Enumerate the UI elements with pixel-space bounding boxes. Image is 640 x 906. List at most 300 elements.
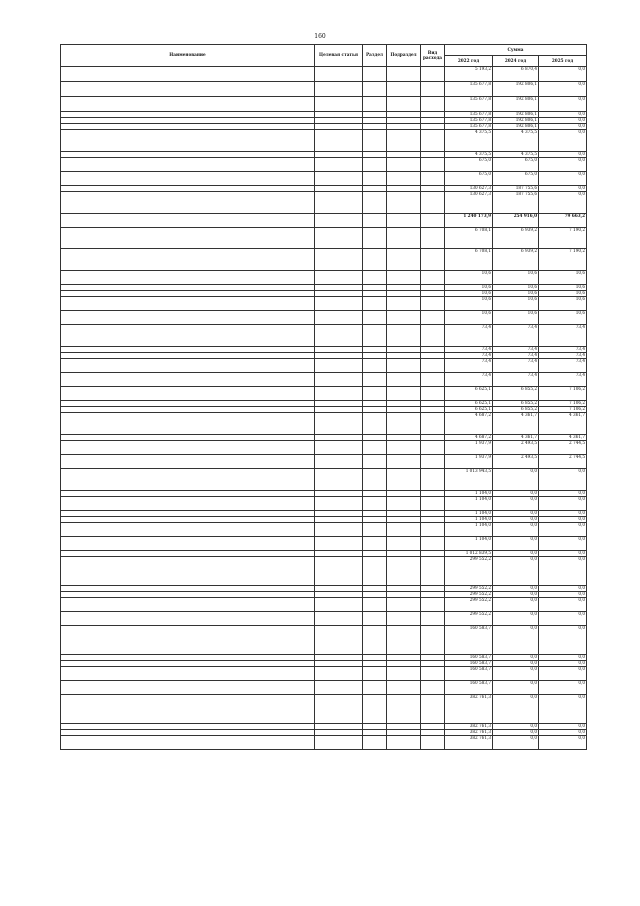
row-subsection (387, 214, 421, 228)
row-amount-2024: 192 806,1 (493, 118, 539, 124)
row-name (61, 228, 315, 249)
row-target-article (315, 297, 363, 311)
row-amount-2024: 10,6 (493, 311, 539, 325)
row-amount-2024: 10,6 (493, 291, 539, 297)
row-amount-2024: 187 755,6 (493, 192, 539, 214)
row-amount-2025: 0,0 (539, 557, 587, 586)
row-expense-type (421, 192, 445, 214)
row-amount-2022: 4 375,5 (445, 152, 493, 158)
row-amount-2022: 1 937,9 (445, 441, 493, 455)
row-target-article (315, 97, 363, 112)
row-amount-2024: 6 855,2 (493, 387, 539, 401)
row-amount-2024: 0,0 (493, 592, 539, 598)
row-amount-2025: 73,4 (539, 373, 587, 387)
row-name (61, 469, 315, 491)
row-target-article (315, 82, 363, 97)
row-amount-2025: 0,0 (539, 551, 587, 557)
row-amount-2024: 0,0 (493, 551, 539, 557)
row-section (363, 359, 387, 373)
row-amount-2024: 0,0 (493, 626, 539, 655)
row-amount-2022: 73,4 (445, 353, 493, 359)
row-amount-2022: 6 708,1 (445, 228, 493, 249)
row-section (363, 736, 387, 750)
row-section (363, 681, 387, 695)
row-amount-2022: 130 627,3 (445, 186, 493, 192)
row-amount-2025: 0,0 (539, 681, 587, 695)
row-expense-type (421, 612, 445, 626)
table-row (61, 469, 587, 491)
row-target-article (315, 598, 363, 612)
row-name (61, 172, 315, 186)
table-row (61, 667, 587, 681)
table-row (61, 523, 587, 537)
row-target-article (315, 67, 363, 82)
table-row (61, 387, 587, 401)
page-number: 160 (314, 33, 326, 40)
row-amount-2025: 7 190,2 (539, 249, 587, 271)
row-expense-type (421, 373, 445, 387)
row-expense-type (421, 359, 445, 373)
row-name (61, 598, 315, 612)
row-expense-type (421, 455, 445, 469)
row-amount-2022: 10,6 (445, 271, 493, 285)
row-subsection (387, 311, 421, 325)
row-target-article (315, 249, 363, 271)
row-name (61, 557, 315, 586)
row-section (363, 228, 387, 249)
row-expense-type (421, 681, 445, 695)
row-amount-2022: 299 552,2 (445, 586, 493, 592)
row-amount-2025: 0,0 (539, 172, 587, 186)
row-amount-2025: 7 106,2 (539, 387, 587, 401)
row-amount-2025: 0,0 (539, 469, 587, 491)
table-row (61, 228, 587, 249)
row-target-article (315, 271, 363, 285)
row-expense-type (421, 97, 445, 112)
row-amount-2022: 160 583,7 (445, 655, 493, 661)
row-amount-2025: 4 361,7 (539, 413, 587, 435)
row-amount-2024: 0,0 (493, 557, 539, 586)
row-amount-2024: 0,0 (493, 681, 539, 695)
table-row (61, 626, 587, 655)
row-amount-2025: 2 744,5 (539, 441, 587, 455)
row-target-article (315, 557, 363, 586)
row-amount-2024: 73,4 (493, 373, 539, 387)
row-amount-2025: 0,0 (539, 67, 587, 82)
row-amount-2025: 0,0 (539, 97, 587, 112)
row-amount-2024: 0,0 (493, 511, 539, 517)
row-expense-type (421, 557, 445, 586)
table-row (61, 413, 587, 435)
header-target-article: Целевая статья (315, 45, 363, 67)
row-expense-type (421, 130, 445, 152)
row-amount-2022: 135 677,8 (445, 82, 493, 97)
row-name (61, 158, 315, 172)
row-amount-2025: 0,0 (539, 523, 587, 537)
row-subsection (387, 130, 421, 152)
row-section (363, 158, 387, 172)
row-expense-type (421, 158, 445, 172)
row-section (363, 297, 387, 311)
row-amount-2024: 2 493,5 (493, 455, 539, 469)
row-subsection (387, 695, 421, 724)
row-amount-2025: 0,0 (539, 730, 587, 736)
row-amount-2022: 6 625,1 (445, 387, 493, 401)
row-amount-2022: 1 104,0 (445, 517, 493, 523)
row-section (363, 667, 387, 681)
row-expense-type (421, 297, 445, 311)
row-target-article (315, 612, 363, 626)
table-row (61, 67, 587, 82)
row-section (363, 469, 387, 491)
row-section (363, 455, 387, 469)
row-name (61, 325, 315, 347)
row-amount-2024: 10,6 (493, 297, 539, 311)
row-subsection (387, 441, 421, 455)
row-amount-2022: 382 761,3 (445, 724, 493, 730)
row-name (61, 373, 315, 387)
row-target-article (315, 497, 363, 511)
row-section (363, 130, 387, 152)
table-row (61, 271, 587, 285)
row-amount-2024: 0,0 (493, 497, 539, 511)
row-target-article (315, 158, 363, 172)
row-section (363, 441, 387, 455)
row-amount-2022: 160 583,7 (445, 667, 493, 681)
row-name (61, 695, 315, 724)
row-amount-2025: 0,0 (539, 517, 587, 523)
row-amount-2025: 0,0 (539, 598, 587, 612)
table-row (61, 325, 587, 347)
row-target-article (315, 736, 363, 750)
row-target-article (315, 667, 363, 681)
row-section (363, 192, 387, 214)
table-row (61, 82, 587, 97)
row-section (363, 373, 387, 387)
row-amount-2025: 0,0 (539, 661, 587, 667)
row-amount-2022: 73,4 (445, 347, 493, 353)
row-expense-type (421, 67, 445, 82)
row-subsection (387, 82, 421, 97)
row-amount-2025: 0,0 (539, 626, 587, 655)
row-amount-2022: 299 552,2 (445, 592, 493, 598)
row-subsection (387, 359, 421, 373)
row-amount-2022: 299 552,2 (445, 598, 493, 612)
table-row (61, 359, 587, 373)
row-name (61, 311, 315, 325)
row-subsection (387, 325, 421, 347)
row-amount-2022: 382 761,3 (445, 730, 493, 736)
row-amount-2025: 7 190,2 (539, 228, 587, 249)
row-amount-2024: 0,0 (493, 586, 539, 592)
row-name (61, 297, 315, 311)
row-amount-2024: 192 806,1 (493, 97, 539, 112)
row-amount-2022: 5 193,2 (445, 67, 493, 82)
table-row (61, 130, 587, 152)
row-name (61, 626, 315, 655)
row-amount-2024: 0,0 (493, 612, 539, 626)
row-amount-2022: 382 761,3 (445, 736, 493, 750)
row-amount-2025: 0,0 (539, 491, 587, 497)
row-name (61, 67, 315, 82)
row-subsection (387, 681, 421, 695)
row-expense-type (421, 626, 445, 655)
row-amount-2024: 0,0 (493, 695, 539, 724)
row-name (61, 249, 315, 271)
row-subsection (387, 387, 421, 401)
row-section (363, 172, 387, 186)
row-expense-type (421, 736, 445, 750)
row-subsection (387, 598, 421, 612)
row-amount-2024: 6 939,2 (493, 228, 539, 249)
row-section (363, 387, 387, 401)
row-amount-2022: 1 104,0 (445, 491, 493, 497)
table-row (61, 612, 587, 626)
row-expense-type (421, 325, 445, 347)
table-row (61, 373, 587, 387)
row-amount-2022: 6 625,1 (445, 401, 493, 407)
row-amount-2022: 1 104,0 (445, 523, 493, 537)
row-name (61, 681, 315, 695)
row-amount-2024: 192 806,1 (493, 82, 539, 97)
row-name (61, 667, 315, 681)
row-name (61, 192, 315, 214)
row-amount-2022: 4 687,2 (445, 435, 493, 441)
header-sum: Сумма (445, 45, 587, 56)
row-subsection (387, 537, 421, 551)
row-amount-2022: 10,6 (445, 311, 493, 325)
row-amount-2025: 73,4 (539, 359, 587, 373)
row-section (363, 413, 387, 435)
row-amount-2024: 73,4 (493, 359, 539, 373)
row-name (61, 130, 315, 152)
row-name (61, 497, 315, 511)
row-subsection (387, 469, 421, 491)
row-amount-2024: 10,6 (493, 285, 539, 291)
row-amount-2024: 73,4 (493, 347, 539, 353)
row-name (61, 387, 315, 401)
row-amount-2022: 382 761,3 (445, 695, 493, 724)
row-expense-type (421, 249, 445, 271)
row-amount-2022: 160 583,7 (445, 661, 493, 667)
row-subsection (387, 249, 421, 271)
row-amount-2022: 130 627,3 (445, 192, 493, 214)
row-amount-2022: 675,0 (445, 158, 493, 172)
table-row (61, 297, 587, 311)
row-target-article (315, 192, 363, 214)
row-amount-2025: 0,0 (539, 186, 587, 192)
row-amount-2025: 0,0 (539, 118, 587, 124)
row-amount-2022: 1 240 173,9 (445, 214, 493, 228)
row-amount-2024: 0,0 (493, 730, 539, 736)
row-amount-2025: 10,6 (539, 311, 587, 325)
row-expense-type (421, 172, 445, 186)
row-amount-2024: 0,0 (493, 724, 539, 730)
table-row (61, 557, 587, 586)
row-name (61, 736, 315, 750)
header-year-2024: 2024 год (493, 56, 539, 67)
row-subsection (387, 67, 421, 82)
row-expense-type (421, 82, 445, 97)
row-amount-2022: 73,4 (445, 359, 493, 373)
row-target-article (315, 387, 363, 401)
row-section (363, 695, 387, 724)
row-amount-2024: 0,0 (493, 655, 539, 661)
row-subsection (387, 413, 421, 435)
row-amount-2024: 0,0 (493, 517, 539, 523)
row-target-article (315, 413, 363, 435)
row-name (61, 271, 315, 285)
header-expense-type: Вид расхода (421, 45, 445, 67)
row-expense-type (421, 523, 445, 537)
row-subsection (387, 271, 421, 285)
row-amount-2024: 254 916,0 (493, 214, 539, 228)
row-amount-2024: 0,0 (493, 469, 539, 491)
row-amount-2022: 135 677,8 (445, 97, 493, 112)
row-amount-2025: 0,0 (539, 152, 587, 158)
row-name (61, 214, 315, 228)
row-expense-type (421, 228, 445, 249)
row-subsection (387, 297, 421, 311)
budget-table (60, 44, 587, 750)
row-amount-2022: 6 625,1 (445, 407, 493, 413)
row-subsection (387, 455, 421, 469)
row-target-article (315, 441, 363, 455)
row-amount-2024: 0,0 (493, 661, 539, 667)
table-row (61, 695, 587, 724)
row-section (363, 311, 387, 325)
row-amount-2025: 10,6 (539, 297, 587, 311)
row-amount-2024: 0,0 (493, 598, 539, 612)
row-target-article (315, 455, 363, 469)
row-subsection (387, 523, 421, 537)
row-amount-2024: 4 375,5 (493, 152, 539, 158)
row-subsection (387, 172, 421, 186)
row-amount-2025: 0,0 (539, 612, 587, 626)
row-name (61, 413, 315, 435)
row-target-article (315, 172, 363, 186)
row-amount-2024: 192 806,1 (493, 124, 539, 130)
row-target-article (315, 695, 363, 724)
table-row (61, 97, 587, 112)
row-amount-2022: 10,6 (445, 285, 493, 291)
row-subsection (387, 158, 421, 172)
table-body (61, 67, 587, 750)
row-section (363, 67, 387, 82)
row-target-article (315, 537, 363, 551)
row-amount-2024: 73,4 (493, 353, 539, 359)
table-row (61, 172, 587, 186)
row-amount-2024: 0,0 (493, 736, 539, 750)
row-subsection (387, 97, 421, 112)
table-row (61, 537, 587, 551)
row-amount-2025: 0,0 (539, 158, 587, 172)
row-subsection (387, 736, 421, 750)
row-subsection (387, 373, 421, 387)
row-amount-2025: 0,0 (539, 82, 587, 97)
row-amount-2025: 0,0 (539, 192, 587, 214)
table-row (61, 736, 587, 750)
header-section: Раздел (363, 45, 387, 67)
row-amount-2024: 2 493,5 (493, 441, 539, 455)
row-amount-2024: 187 755,6 (493, 186, 539, 192)
row-amount-2022: 135 677,8 (445, 112, 493, 118)
row-amount-2024: 0,0 (493, 491, 539, 497)
row-section (363, 612, 387, 626)
table-row (61, 192, 587, 214)
row-amount-2025: 0,0 (539, 124, 587, 130)
row-name (61, 441, 315, 455)
row-amount-2024: 4 361,7 (493, 435, 539, 441)
row-amount-2022: 4 687,2 (445, 413, 493, 435)
row-section (363, 325, 387, 347)
row-target-article (315, 469, 363, 491)
row-amount-2024: 4 361,7 (493, 413, 539, 435)
row-amount-2022: 299 552,2 (445, 612, 493, 626)
row-amount-2022: 160 583,7 (445, 626, 493, 655)
row-section (363, 626, 387, 655)
table-row (61, 497, 587, 511)
row-amount-2025: 0,0 (539, 695, 587, 724)
row-name (61, 537, 315, 551)
row-name (61, 455, 315, 469)
row-subsection (387, 626, 421, 655)
row-amount-2024: 10,6 (493, 271, 539, 285)
row-expense-type (421, 271, 445, 285)
row-section (363, 82, 387, 97)
row-expense-type (421, 311, 445, 325)
row-name (61, 97, 315, 112)
table-row (61, 214, 587, 228)
row-target-article (315, 130, 363, 152)
row-amount-2025: 0,0 (539, 537, 587, 551)
row-section (363, 97, 387, 112)
row-section (363, 537, 387, 551)
table-row (61, 441, 587, 455)
row-amount-2025: 10,6 (539, 271, 587, 285)
row-amount-2025: 0,0 (539, 592, 587, 598)
row-amount-2022: 160 583,7 (445, 681, 493, 695)
row-amount-2024: 0,0 (493, 537, 539, 551)
row-expense-type (421, 537, 445, 551)
row-amount-2025: 7 106,2 (539, 407, 587, 413)
row-amount-2025: 0,0 (539, 586, 587, 592)
row-amount-2022: 1 104,0 (445, 537, 493, 551)
row-amount-2022: 6 708,1 (445, 249, 493, 271)
row-amount-2024: 192 806,1 (493, 112, 539, 118)
row-amount-2024: 675,0 (493, 158, 539, 172)
row-amount-2025: 79 663,2 (539, 214, 587, 228)
row-name (61, 523, 315, 537)
row-subsection (387, 612, 421, 626)
row-subsection (387, 667, 421, 681)
row-amount-2025: 0,0 (539, 511, 587, 517)
row-amount-2022: 4 375,5 (445, 130, 493, 152)
row-expense-type (421, 441, 445, 455)
row-amount-2025: 0,0 (539, 130, 587, 152)
row-amount-2022: 1 104,0 (445, 511, 493, 517)
row-expense-type (421, 598, 445, 612)
row-target-article (315, 681, 363, 695)
row-target-article (315, 311, 363, 325)
row-amount-2022: 1 012 839,5 (445, 551, 493, 557)
row-expense-type (421, 214, 445, 228)
row-amount-2025: 0,0 (539, 724, 587, 730)
row-section (363, 598, 387, 612)
row-expense-type (421, 413, 445, 435)
row-expense-type (421, 387, 445, 401)
row-amount-2025: 73,4 (539, 353, 587, 359)
